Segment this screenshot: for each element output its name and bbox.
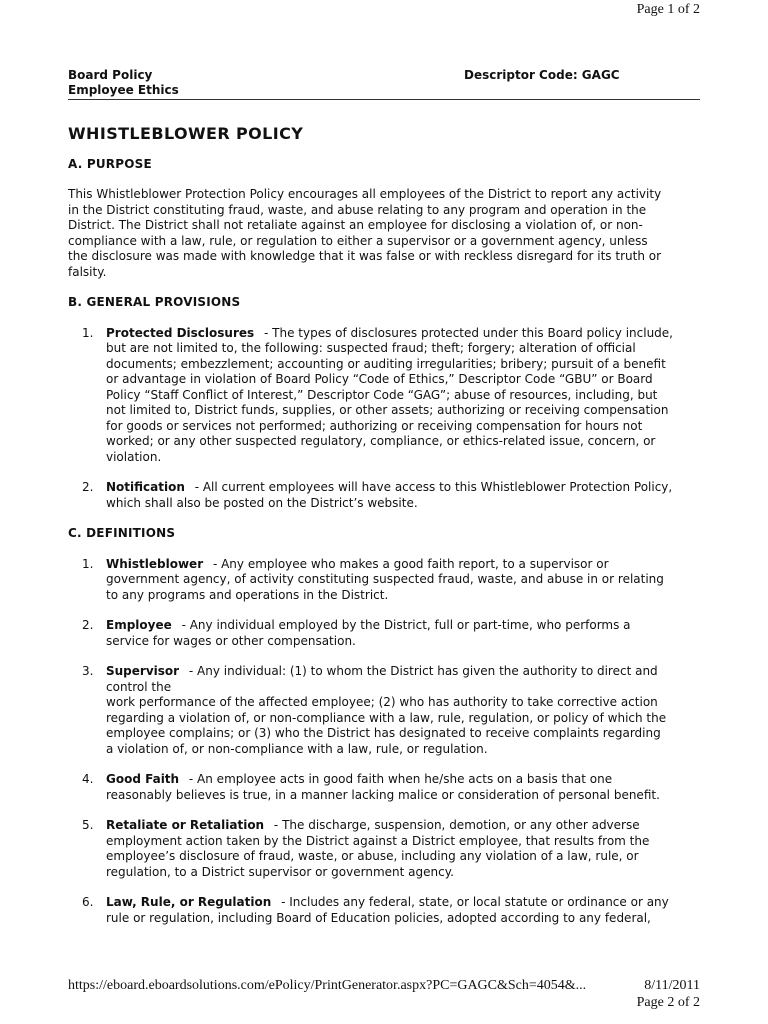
section-general-provisions-heading: B. GENERAL PROVISIONS xyxy=(68,295,241,309)
list-item xyxy=(68,557,700,604)
document-title: WHISTLEBLOWER POLICY xyxy=(68,124,304,143)
list-item-number: 2. xyxy=(82,618,94,632)
document-header xyxy=(68,68,700,100)
list-item-term: Supervisor xyxy=(106,664,180,678)
list-item-term: Whistleblower xyxy=(106,556,204,571)
list-item-text: - All current employees will have access to this Whistleblower Protection Policy, which shall also be posted on the District’s website. xyxy=(106,480,673,510)
section-definitions-heading: C. DEFINITIONS xyxy=(68,526,176,540)
list-item-term: Employee xyxy=(106,618,172,632)
document-body xyxy=(68,126,700,941)
list-item-text: - Any individual: (1) to whom the District has given the authority to direct and control the work performance of the affected employee; (2) who has authority to take corrective action regarding a violation of, or non-compliance with a law, rule, regulation, or policy of which the employee complains; or (3) who the District has designated to receive complaints regarding a violation of, or non-compliance with a law, rule, or regulation. xyxy=(106,664,667,756)
list-item-text: - The types of disclosures protected under this Board policy include, but are not limited to, the following: suspected fraud; theft; forgery; alteration of official documents; embezzlement; accounting or auditing irregularities; bribery; pursuit of a benefit or advantage in violation of Board Policy “Code of Ethics,” Descriptor Code “GBU” or Board Policy “Staff Conflict of Interest,” Descriptor Code “GAG”; abuse of resources, including, but not limited to, District funds, supplies, or other assets; authorizing or receiving compensation for goods or services not performed; authorizing or receiving compensation for hours not worked; or any other suspected regulatory, compliance, or ethics-related issue, concern, or violation. xyxy=(106,325,673,464)
page-number-top: Page 1 of 2 xyxy=(636,2,700,17)
list-item-text: - Includes any federal, state, or local statute or ordinance or any rule or regulation, including Board of Education policies, adopted according to any federal, xyxy=(106,895,669,925)
header-descriptor-code: Descriptor Code: GAGC xyxy=(464,68,620,82)
list-item-number: 1. xyxy=(82,556,94,571)
list-item-number: 6. xyxy=(82,895,94,909)
list-item-term: Protected Disclosures xyxy=(106,325,255,340)
section-purpose-heading: A. PURPOSE xyxy=(68,156,152,171)
list-item-term: Retaliate or Retaliation xyxy=(106,818,265,832)
list-item xyxy=(68,895,700,926)
list-item-number: 3. xyxy=(82,664,94,678)
header-policy-type: Board Policy xyxy=(68,68,153,82)
page-number-bottom: Page 2 of 2 xyxy=(636,995,700,1010)
list-item-term: Law, Rule, or Regulation xyxy=(106,895,272,909)
list-item-text: - An employee acts in good faith when he/she acts on a basis that one reasonably believes is true, in a manner lacking malice or consideration of personal benefit. xyxy=(106,772,660,802)
general-provisions-list xyxy=(68,326,700,512)
list-item-text: - Any individual employed by the District, full or part-time, who performs a service for wages or other compensation. xyxy=(106,618,631,648)
footer-date: 8/11/2011 xyxy=(644,978,700,993)
list-item xyxy=(68,818,700,880)
list-item-number: 2. xyxy=(82,480,94,494)
purpose-paragraph: This Whistleblower Protection Policy encourages all employees of the District to report any activity in the District constituting fraud, waste, and abuse relating to any program and operation in the District. The District shall not retaliate against an employee for disclosing a violation of, or non- compliance with a law, rule, or regulation to either a supervisor or a government agency, unless the disclosure was made with knowledge that it was false or with reckless disregard for its truth or falsity. xyxy=(68,187,662,279)
list-item xyxy=(68,618,700,649)
list-item xyxy=(68,772,700,803)
list-item-text: - The discharge, suspension, demotion, or any other adverse employment action taken by the District against a District employee, that results from the employee’s disclosure of fraud, waste, or abuse, including any violation of a law, rule, or regulation, to a District supervisor or government agency. xyxy=(106,818,650,879)
list-item-number: 4. xyxy=(82,772,94,786)
footer-url: https://eboard.eboardsolutions.com/ePolicy/PrintGenerator.aspx?PC=GAGC&Sch=4054&... xyxy=(68,978,587,993)
list-item-text: - Any employee who makes a good faith report, to a supervisor or government agency, of activity constituting suspected fraud, waste, and abuse in or relating to any programs and operations in the District. xyxy=(106,556,664,602)
list-item-term: Notification xyxy=(106,480,185,494)
definitions-list xyxy=(68,557,700,927)
header-policy-category: Employee Ethics xyxy=(68,83,179,97)
list-item xyxy=(68,480,700,511)
list-item xyxy=(68,664,700,757)
list-item xyxy=(68,326,700,466)
list-item-number: 5. xyxy=(82,818,94,832)
list-item-number: 1. xyxy=(82,325,94,340)
list-item-term: Good Faith xyxy=(106,772,180,786)
